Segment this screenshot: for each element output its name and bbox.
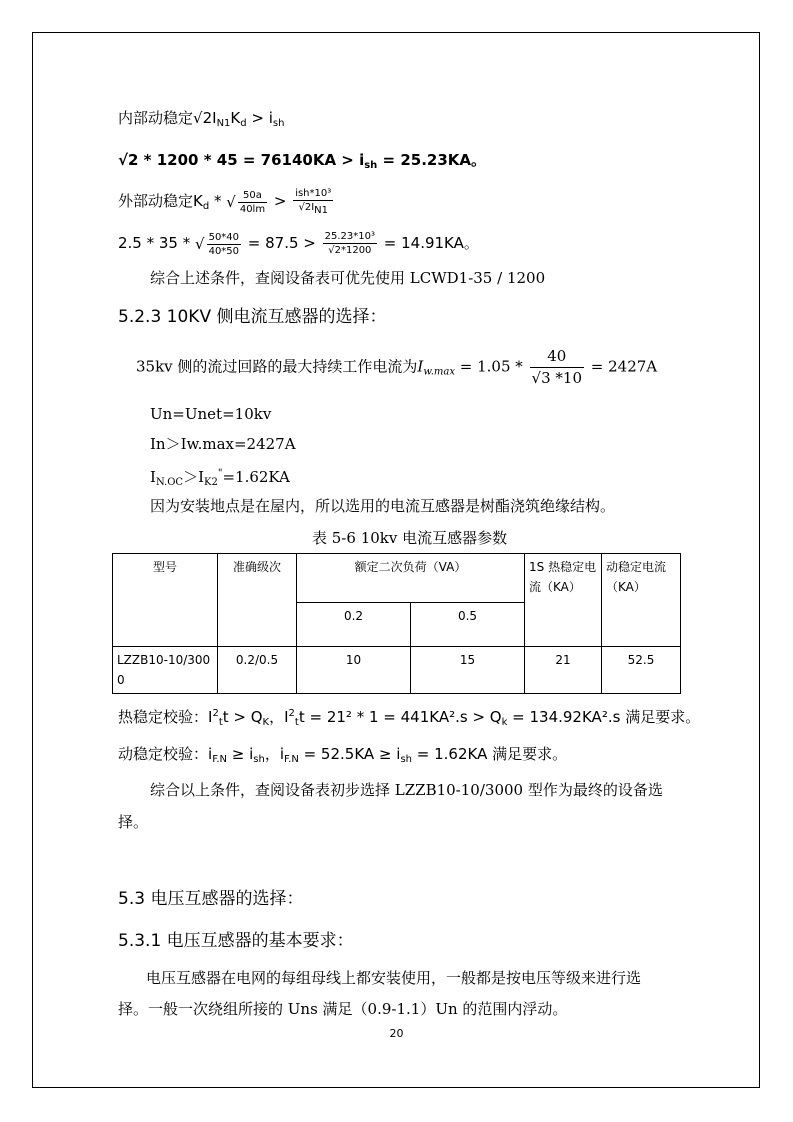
header-load-02: 0.2 [297, 602, 411, 646]
para-line2: 择。一般一次绕组所接的 Uns 满足（0.9-1.1）Un 的范围内浮动。 [118, 1000, 568, 1018]
header-load-05: 0.5 [411, 602, 525, 646]
table-header-row [113, 554, 681, 603]
page-number: 20 [389, 1027, 404, 1040]
reason-line: 因为安装地点是在屋内，所以选用的电流互感器是树酯浇筑绝缘结构。 [150, 497, 616, 515]
summary1-line: 综合上述条件，查阅设备表可优先使用 LCWD1-35 / 1200 [150, 269, 546, 287]
dynamic-check-line: 动稳定校验：$i_{F.N} \ge i_{sh}$，$i_{F.N} = 52.5KA \ge i_{sh} = 1.62KA$ 满足要求。 [118, 745, 568, 765]
cond1-line: Un=Unet=10kv [150, 405, 272, 423]
para-line1: 电压互感器在电网的每组母线上都安装使用，一般都是按电压等级来进行选 [146, 969, 642, 987]
cell-load-05: 15 [411, 647, 525, 694]
calc2-line: 2.5 * 35 * √ $\frac{50*40}{40*50}$ = 87.5 > $\frac{\text{25.23*10³}}{√2*1200}$ = 14.91KA。 [118, 231, 479, 257]
header-model: 型号 [113, 554, 218, 647]
table-row [113, 647, 681, 694]
cell-load-02: 10 [297, 647, 411, 694]
summary2-line2: 择。 [118, 813, 149, 831]
thermal-check-line: 热稳定校验：$I^2_tt > Q_K$，$I^2_tt = 21^2 * 1 = 441KA^2.s > Q_k = 134.92KA^2.s$ 满足要求。 [118, 708, 701, 728]
summary2-line1: 综合以上条件，查阅设备表初步选择 LZZB10-10/3000 型作为最终的设备选 [150, 781, 663, 799]
calc1-line: $√2 * 1200 * 45 = 76140KA > i_{sh} = 25.23KA$。 [118, 151, 487, 171]
current-line: 35kv 侧的流过回路的最大持续工作电流为$I_{w.max} = 1.05$ * $\frac{40}{√3 *10}$ = 2427A [136, 347, 658, 387]
section-53-heading: 5.3 电压互感器的选择： [118, 889, 304, 909]
table-caption: 表 5-6 10kv 电流互感器参数 [312, 529, 508, 547]
cell-thermal: 21 [525, 647, 602, 694]
header-load: 额定二次负荷（VA） [297, 554, 525, 603]
cell-model: LZZB10-10/3000 [113, 647, 218, 694]
cond3-line: $I_{N.OC}>I_{K2}^"=1.62KA$ [150, 468, 290, 488]
cell-dynamic: 52.5 [602, 647, 681, 694]
section-531-heading: 5.3.1 电压互感器的基本要求： [118, 931, 354, 951]
header-accuracy: 准确级次 [218, 554, 297, 647]
external-stability-line: 外部动稳定$K_d$ * √ $\frac{50a}{40lm}$ > $\frac{\text{ish*10³}}{√2I_{N1}}$ [118, 187, 332, 216]
header-dynamic: 动稳定电流（KA） [602, 554, 681, 647]
cell-accuracy: 0.2/0.5 [218, 647, 297, 694]
cond2-line: In＞Iw.max=2427A [150, 435, 296, 453]
section-523-heading: 5.2.3 10KV 侧电流互感器的选择： [118, 307, 387, 327]
header-thermal: 1S 热稳定电流（KA） [525, 554, 602, 647]
internal-stability-line: 内部动稳定$√2I_{N1}K_d > i_{sh}$ [118, 109, 285, 129]
ct-parameter-table [112, 553, 681, 694]
